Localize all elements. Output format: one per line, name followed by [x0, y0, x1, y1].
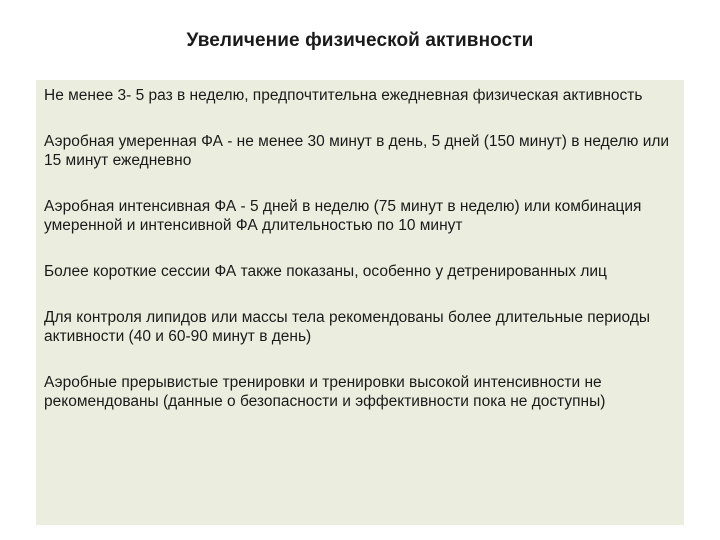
recommendation-item: Не менее 3- 5 раз в неделю, предпочтительна ежедневная физическая активность [44, 87, 643, 104]
recommendation-item: Для контроля липидов или массы тела рекомендованы более длительные периоды активности (40 и 60-90 минут в день) [44, 309, 651, 345]
recommendation-item: Аэробная умеренная ФА - не менее 30 минут в день, 5 дней (150 минут) в неделю или 15 минут ежедневно [44, 133, 670, 169]
content-box [36, 80, 684, 525]
recommendation-item: Аэробная интенсивная ФА - 5 дней в неделю (75 минут в неделю) или комбинация умеренной и интенсивной ФА длительностью по 10 минут [44, 198, 642, 234]
recommendation-item: Аэробные прерывистые тренировки и тренировки высокой интенсивности не рекомендованы (данные о безопасности и эффективности пока не доступны) [44, 374, 606, 410]
slide-title: Увеличение физической активности [186, 30, 534, 51]
recommendation-item: Более короткие сессии ФА также показаны, особенно у детренированных лиц [44, 263, 607, 280]
